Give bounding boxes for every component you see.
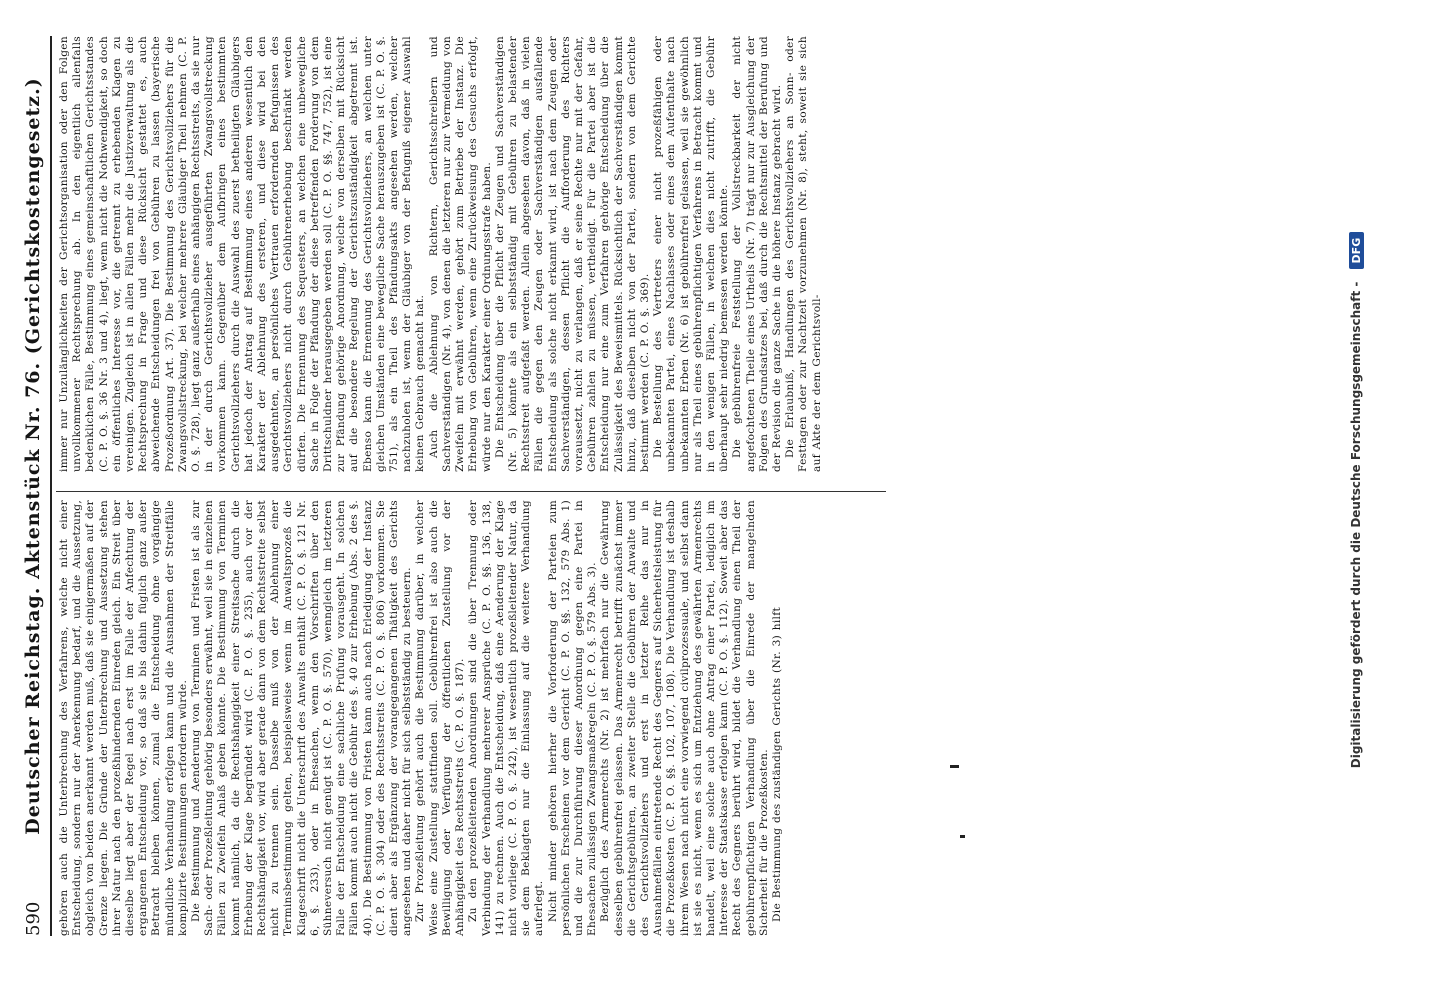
paragraph: Die Bestellung des Vertreters einer nicht prozeßfähigen oder unbekannten Partei, eines Nachlasses oder eines dem Aufenthalte nach unbekannten Erben (Nr. 6) ist gebührenfrei gelassen, weil sie gewöhnlich nur als Theil eines gebührenpflichtigen Verfahrens in Betracht kommt und in den wenigen Fällen, in welchen dies nicht zutrifft, die Gebühr überhaupt sehr niedrig bemessen werden könnte. <box>652 36 731 472</box>
header-rule <box>50 36 52 936</box>
column-divider <box>56 491 886 492</box>
page-number: 590 <box>23 901 44 936</box>
scan-speck <box>960 835 965 838</box>
running-head: Deutscher Reichstag. Aktenstück Nr. 76. (Gerichtskostengesetz.) <box>22 77 44 835</box>
digitization-credit <box>1340 0 1372 1000</box>
paragraph: Die gebührenfreie Feststellung der Vollstreckbarkeit der nicht angefochtenen Theile eines Urtheils (Nr. 7) trägt nur zur Ausgleichung der Folgen des Grundsatzes bei, daß durch die Rechtsmittel der Berufung und der Revision die ganze Sache in die höhere Instanz gebracht wird. <box>731 36 783 472</box>
paragraph: Die Bestimmung des zuständigen Gerichts (Nr. 3) hilft <box>770 607 783 922</box>
paragraph: Die Bestimmung und Aenderung von Terminen und Fristen ist als zur Sach- oder Prozeßleitung gehörig besonders erwähnt, weil sie in einzelnen Fällen zu Zweifeln Anlaß geben könnte. Die Bestimmung von Terminen kommt nämlich, da die Rechtshängigkeit einer Streitsache durch die Erhebung der Klage begründet wird (C. P. O. §. 235), auch vor der Rechtshängigkeit vor, wird aber gerade dann von dem Rechtsstreite selbst nicht zu trennen sein. Dasselbe muß von der Ablehnung einer Terminsbestimmung gelten, beispielsweise wenn im Anwaltsprozeß die Klageschrift nicht die Unterschrift des Anwalts enthält (C. P. O. §. 121 Nr. 6, §. 233), oder in Ehesachen, wenn den Vorschriften über den Sühneversuch nicht genügt ist (C. P. O. §. 570), wenngleich im letzteren Falle der Entscheidung eine sachliche Prüfung vorausgeht. In solchen Fällen kommt auch nicht die Gebühr des §. 40 zur Erhebung (Abs. 2 des §. 40). Die Bestimmung von Fristen kann auch nach Erledigung der Instanz (C. P. O. §. 304) oder des Rechtsstreits (C. P. O. §. 806) vorkommen. Sie dient aber als Ergänzung der vorangegangenen Thätigkeit des Gerichts angesehen und daher nicht für sich selbstständig zu besteuern. <box>190 500 414 936</box>
paragraph: Die Erlaubniß, Handlungen des Gerichtsvollziehers an Sonn- oder Festtagen oder zur Nachtzeit vorzunehmen (Nr. 8), steht, soweit sie sich auf Akte der dem Gerichtsvoll- <box>784 36 823 472</box>
right-column <box>58 36 823 472</box>
paragraph: Nicht minder gehören hierher die Vorforderung der Parteien zum persönlichen Erscheinen vor dem Gericht (C. P. O. §§. 132, 579 Abs. 1) und die zur Durchführung dieser Anordnung gegen eine Partei in Ehesachen zulässigen Zwangsmaßregeln (C. P. O. §. 579 Abs. 3). <box>546 500 599 936</box>
paragraph: Auch die Ablehnung von Richtern, Gerichtsschreibern und Sachverständigen (Nr. 4), von denen die letzteren nur zur Vermeidung von Zweifeln mit erwähnt werden, gehört zum Betriebe der Instanz. Die Erhebung von Gebühren, wenn eine Zurückweisung des Gesuchs erfolgt, würde nur den Karakter einer Ordnungsstrafe haben. <box>427 36 493 472</box>
page-header <box>22 36 52 936</box>
paragraph: Zur Prozeßleitung gehört auch die Bestimmung darüber, in welcher Weise eine Zustellung stattfinden soll. Gebührenfrei ist also auch die Bewilligung oder Verfügung der öffentlichen Zustellung vor der Anhängigkeit des Rechtsstreits (C. P. O. §. 187). <box>414 500 467 936</box>
left-column <box>58 500 878 936</box>
paragraph: immer nur Unzulänglichkeiten der Gerichtsorganisation oder den Folgen unvollkommener Rechtsprechung ab. In den eigentlich allenfalls bedenklichen Fälle, Bestimmung eines gemeinschaftlichen Gerichtsstandes (C. P. O. §. 36 Nr. 3 und 4), liegt, wenn nicht die Nothwendigkeit, so doch ein öffentliches Interesse vor, die getrennt zu erhebenden Klagen zu vereinigen. Zugleich ist in allen Fällen mehr die Justizverwaltung als die Rechtsprechung in Frage und diese Rücksicht gestattet es, auch abweichende Entscheidungen frei von Gebühren zu lassen (bayerische Prozeßordnung Art. 37). Die Bestimmung des Gerichtsvollziehers für die Zwangsvollstreckung, bei welcher mehrere Gläubiger Theil nehmen (C. P. O. §. 728), liegt ganz außerhalb eines anhängigen Rechtsstreits, da sie nur in der durch Gerichtsvollzieher ausgeführten Zwangsvollstreckung vorkommen kann. Gegenüber dem Aufbringen eines bestimmten Gerichtsvollziehers durch die Auswahl des zuerst betheiligten Gläubigers hat jedoch der Antrag auf Bestimmung eines anderen wesentlich den Karakter der Ablehnung des ersteren, und diese wird bei den ausgedehnten, an persönliches Vertrauen erfordernden Befugnissen des Gerichtsvollziehers nicht durch Gebührenerhebung beschränkt werden dürfen. Die Ernennung des Sequesters, an welchen eine unbewegliche Sache in Folge der Pfändung der diese betreffenden Forderung von dem Drittschuldner herausgegeben werden soll (C. P. O. §§. 747, 752), ist eine zur Pfändung gehörige Anordnung, welche von derselben mit Rücksicht auf die besondere Regelung der Gerichtszuständigkeit abgetrennt ist. Ebenso kann die Ernennung des Gerichtsvollziehers, an welchen unter gleichen Umständen eine bewegliche Sache herauszugeben ist (C. P. O. §. 751), als ein Theil des Pfändungsakts angesehen werden, welcher nachzuholen ist, wenn der Gläubiger von der Befugniß eigener Auswahl keinen Gebrauch gemacht hat. <box>58 36 427 472</box>
paragraph: Zu den prozeßleitenden Anordnungen sind die über Trennung oder Verbindung der Verhandlung mehrerer Ansprüche (C. P. O. §§. 136, 138, 141) zu rechnen. Auch die Entscheidung, daß eine Aenderung der Klage nicht vorliege (C. P. O. §. 242), ist wesentlich prozeßleitender Natur, da sie dem Beklagten nur die Einlassung auf die weitere Verhandlung auferlegt. <box>467 500 546 936</box>
credit-text: Digitalisierung gefördert durch die Deutsche Forschungsgemeinschaft - <box>1349 281 1363 769</box>
paragraph: gehören auch die Unterbrechung des Verfahrens, welche nicht einer Entscheidung, sondern nur der Anerkennung bedarf, und die Aussetzung, obgleich von beiden anerkannt werden muß, daß sie einigermaßen auf der Grenze liegen. Die Gründe der Unterbrechung und Aussetzung stehen ihrer Natur nach den prozeßhindernden Einreden gleich. Ein Streit über dieselbe liegt aber der Regel nach erst im Falle der Anfechtung der ergangenen Entscheidung vor, so daß sie bis dahin füglich ganz außer Betracht bleiben können, zumal die Entscheidung ohne vorgängige mündliche Verhandlung erfolgen kann und die Ausnahmen der Streitfälle komplizirte Bestimmungen erfordern würde. <box>58 500 189 936</box>
dfg-logo: DFG <box>1349 232 1364 270</box>
paragraph: Die Entscheidung über die Pflicht der Zeugen und Sachverständigen (Nr. 5) könnte als ein selbstständig mit Gebühren zu belastender Rechtsstreit aufgefaßt werden. Allein abgesehen davon, daß in vielen Fällen die gegen den Zeugen oder Sachverständigen ausfallende Entscheidung als solche nicht erkannt wird, ist nach dem Zeugen oder Sachverständigen, dessen Pflicht die Aufforderung des Richters voraussetzt, nicht zu verlangen, daß er seine Rechte nur mit der Gefahr, Gebühren zahlen zu müssen, vertheidigt. Für die Partei aber ist die Entscheidung nur eine zum Verfahren gehörige Entscheidung über die Zulässigkeit des Beweismittels. Rücksichtlich der Sachverständigen kommt hinzu, daß dieselben nicht von der Partei, sondern von dem Gerichte bestimmt werden (C. P. O. §. 369). <box>493 36 651 472</box>
scan-speck <box>950 765 959 768</box>
paragraph: Bezüglich des Armenrechts (Nr. 2) ist mehrfach nur die Gewährung desselben gebührenfrei gelassen. Das Armenrecht betrifft zunächst immer die Gerichtsgebühren, an zweiter Stelle die Gebühren der Anwalte und des Gerichtsvollziehers und erst in letzter Reihe das nur in Ausnahmefällen eintretende Recht des Gegners auf Sicherheitsleistung für die Prozeßkosten (C. P. O. §§. 102, 107, 108). Die Verhandlung ist deshalb ihrem Wesen nach nicht eine vorwiegend civilprozessuale, und selbst dann ist sie es nicht, wenn es sich um Entziehung des gewährten Armenrechts handelt, weil eine solche auch ohne Antrag einer Partei, lediglich im Interesse der Staatskasse erfolgen kann (C. P. O. §. 112). Soweit aber das Recht des Gegners berührt wird, bildet die Verhandlung einen Theil der gebührenpflichtigen Verhandlung über die Einrede der mangelnden Sicherheit für die Prozeßkosten. <box>599 500 770 936</box>
